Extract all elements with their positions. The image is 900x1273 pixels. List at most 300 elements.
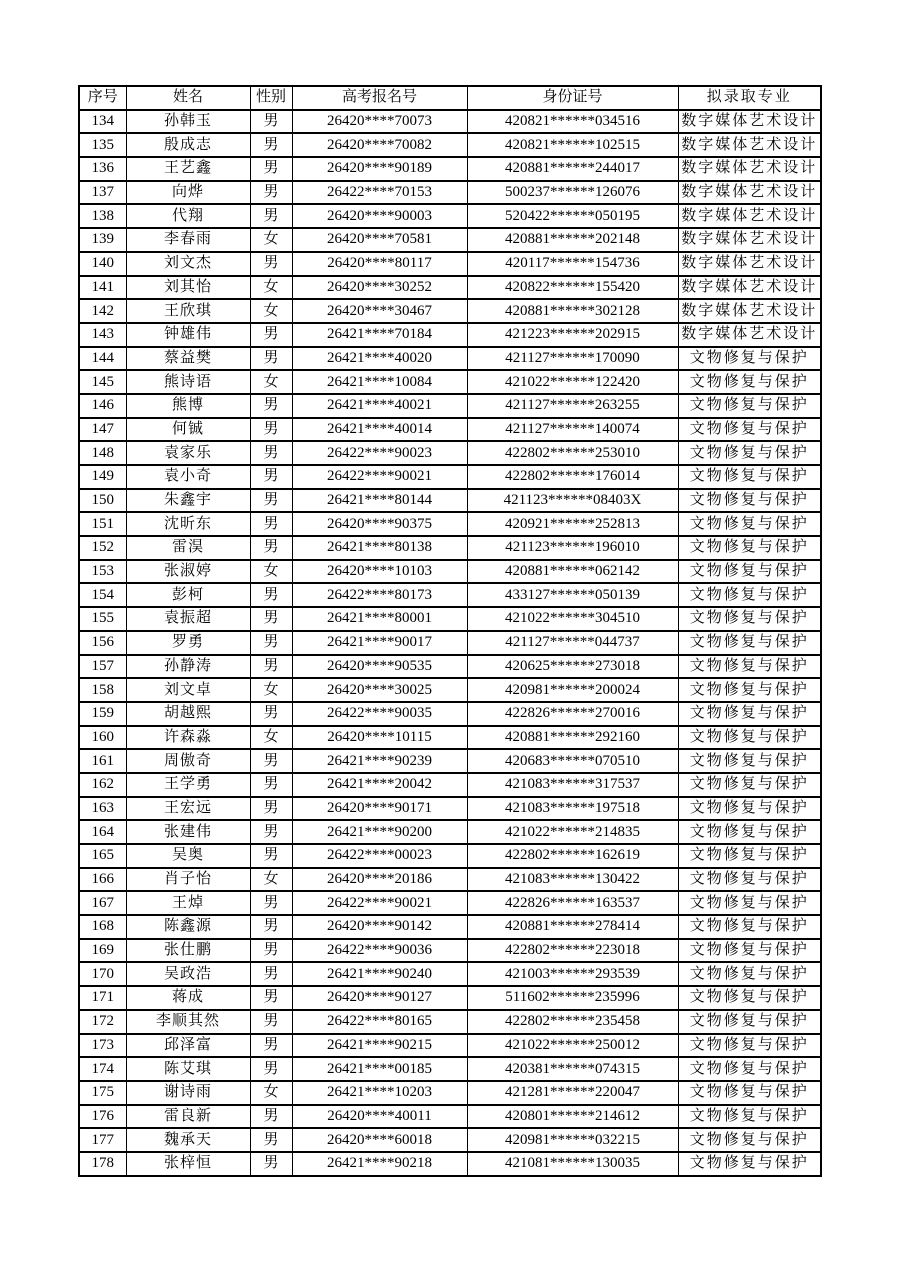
cell-exam: 26420****10103	[292, 560, 467, 584]
cell-id: 421127******140074	[467, 418, 678, 442]
cell-major: 文物修复与保护	[678, 560, 821, 584]
cell-id: 420381******074315	[467, 1057, 678, 1081]
cell-serial: 139	[79, 228, 126, 252]
cell-gender: 男	[250, 583, 292, 607]
table-row	[79, 915, 821, 939]
table-row	[79, 323, 821, 347]
cell-major: 数字媒体艺术设计	[678, 276, 821, 300]
cell-name: 李春雨	[126, 228, 250, 252]
cell-name: 雷良新	[126, 1105, 250, 1129]
cell-serial: 167	[79, 891, 126, 915]
cell-major: 文物修复与保护	[678, 583, 821, 607]
cell-id: 421127******170090	[467, 347, 678, 371]
cell-exam: 26422****80173	[292, 583, 467, 607]
cell-name: 王宏远	[126, 797, 250, 821]
cell-exam: 26420****90171	[292, 797, 467, 821]
cell-exam: 26421****20042	[292, 773, 467, 797]
cell-name: 张建伟	[126, 820, 250, 844]
cell-major: 数字媒体艺术设计	[678, 157, 821, 181]
cell-id: 422802******223018	[467, 939, 678, 963]
table-row	[79, 133, 821, 157]
cell-exam: 26421****40020	[292, 347, 467, 371]
column-header-major: 拟录取专业	[678, 86, 821, 110]
admission-table	[78, 85, 822, 1177]
cell-name: 周傲奇	[126, 749, 250, 773]
cell-exam: 26421****00185	[292, 1057, 467, 1081]
table-row	[79, 1057, 821, 1081]
cell-gender: 男	[250, 797, 292, 821]
cell-major: 文物修复与保护	[678, 820, 821, 844]
table-row	[79, 536, 821, 560]
cell-major: 文物修复与保护	[678, 678, 821, 702]
cell-serial: 138	[79, 204, 126, 228]
cell-major: 数字媒体艺术设计	[678, 299, 821, 323]
cell-exam: 26422****90023	[292, 441, 467, 465]
cell-serial: 150	[79, 489, 126, 513]
cell-id: 421022******250012	[467, 1034, 678, 1058]
cell-major: 文物修复与保护	[678, 607, 821, 631]
table-row	[79, 844, 821, 868]
cell-exam: 26420****80117	[292, 252, 467, 276]
cell-gender: 女	[250, 726, 292, 750]
table-row	[79, 986, 821, 1010]
cell-gender: 男	[250, 891, 292, 915]
cell-name: 吴奥	[126, 844, 250, 868]
cell-id: 420801******214612	[467, 1105, 678, 1129]
cell-exam: 26420****70082	[292, 133, 467, 157]
cell-gender: 男	[250, 323, 292, 347]
cell-exam: 26420****90189	[292, 157, 467, 181]
cell-serial: 162	[79, 773, 126, 797]
table-row	[79, 1010, 821, 1034]
cell-major: 文物修复与保护	[678, 1081, 821, 1105]
cell-major: 文物修复与保护	[678, 536, 821, 560]
cell-serial: 164	[79, 820, 126, 844]
cell-name: 熊诗语	[126, 370, 250, 394]
cell-gender: 男	[250, 441, 292, 465]
cell-exam: 26421****90240	[292, 962, 467, 986]
cell-gender: 男	[250, 939, 292, 963]
table-row	[79, 655, 821, 679]
cell-exam: 26422****90021	[292, 465, 467, 489]
cell-major: 文物修复与保护	[678, 512, 821, 536]
cell-name: 刘其怡	[126, 276, 250, 300]
cell-major: 文物修复与保护	[678, 465, 821, 489]
cell-major: 数字媒体艺术设计	[678, 252, 821, 276]
cell-id: 421127******044737	[467, 631, 678, 655]
table-row	[79, 749, 821, 773]
cell-name: 袁振超	[126, 607, 250, 631]
cell-name: 孙静涛	[126, 655, 250, 679]
table-row	[79, 1034, 821, 1058]
cell-serial: 169	[79, 939, 126, 963]
cell-serial: 156	[79, 631, 126, 655]
cell-id: 421022******122420	[467, 370, 678, 394]
cell-id: 420821******034516	[467, 110, 678, 134]
cell-exam: 26420****10115	[292, 726, 467, 750]
cell-serial: 175	[79, 1081, 126, 1105]
cell-name: 沈昕东	[126, 512, 250, 536]
cell-name: 代翔	[126, 204, 250, 228]
cell-exam: 26421****80138	[292, 536, 467, 560]
cell-serial: 174	[79, 1057, 126, 1081]
cell-gender: 男	[250, 915, 292, 939]
cell-serial: 157	[79, 655, 126, 679]
cell-gender: 男	[250, 465, 292, 489]
cell-id: 421081******130035	[467, 1152, 678, 1176]
cell-id: 500237******126076	[467, 181, 678, 205]
cell-id: 420881******278414	[467, 915, 678, 939]
table-row	[79, 512, 821, 536]
table-row	[79, 276, 821, 300]
table-row	[79, 465, 821, 489]
cell-serial: 176	[79, 1105, 126, 1129]
cell-serial: 143	[79, 323, 126, 347]
cell-id: 420881******244017	[467, 157, 678, 181]
cell-id: 511602******235996	[467, 986, 678, 1010]
cell-gender: 男	[250, 1057, 292, 1081]
cell-serial: 177	[79, 1128, 126, 1152]
cell-name: 王学勇	[126, 773, 250, 797]
cell-exam: 26421****90218	[292, 1152, 467, 1176]
cell-id: 420683******070510	[467, 749, 678, 773]
cell-exam: 26421****90200	[292, 820, 467, 844]
cell-serial: 142	[79, 299, 126, 323]
cell-gender: 男	[250, 607, 292, 631]
cell-gender: 男	[250, 773, 292, 797]
cell-exam: 26422****70153	[292, 181, 467, 205]
cell-serial: 170	[79, 962, 126, 986]
cell-exam: 26421****40014	[292, 418, 467, 442]
cell-gender: 男	[250, 347, 292, 371]
cell-name: 谢诗雨	[126, 1081, 250, 1105]
cell-id: 421223******202915	[467, 323, 678, 347]
cell-name: 魏承天	[126, 1128, 250, 1152]
cell-exam: 26420****20186	[292, 868, 467, 892]
table-row	[79, 252, 821, 276]
cell-name: 陈艾琪	[126, 1057, 250, 1081]
cell-id: 421022******214835	[467, 820, 678, 844]
cell-gender: 男	[250, 536, 292, 560]
table-row	[79, 441, 821, 465]
cell-name: 许森淼	[126, 726, 250, 750]
cell-serial: 172	[79, 1010, 126, 1034]
cell-serial: 151	[79, 512, 126, 536]
table-row	[79, 370, 821, 394]
cell-serial: 173	[79, 1034, 126, 1058]
column-header-serial: 序号	[79, 86, 126, 110]
table-row	[79, 1105, 821, 1129]
cell-exam: 26420****70581	[292, 228, 467, 252]
cell-name: 彭柯	[126, 583, 250, 607]
cell-gender: 女	[250, 370, 292, 394]
cell-exam: 26421****90239	[292, 749, 467, 773]
cell-id: 421083******130422	[467, 868, 678, 892]
table-row	[79, 678, 821, 702]
table-row	[79, 1081, 821, 1105]
cell-name: 蔡益樊	[126, 347, 250, 371]
cell-major: 文物修复与保护	[678, 915, 821, 939]
cell-exam: 26420****90535	[292, 655, 467, 679]
table-row	[79, 607, 821, 631]
table-row	[79, 489, 821, 513]
cell-name: 张仕鹏	[126, 939, 250, 963]
cell-name: 肖子怡	[126, 868, 250, 892]
cell-exam: 26420****90142	[292, 915, 467, 939]
table-row	[79, 560, 821, 584]
cell-gender: 男	[250, 631, 292, 655]
table-row	[79, 181, 821, 205]
cell-major: 文物修复与保护	[678, 441, 821, 465]
cell-serial: 160	[79, 726, 126, 750]
cell-exam: 26420****90375	[292, 512, 467, 536]
cell-exam: 26421****40021	[292, 394, 467, 418]
cell-serial: 140	[79, 252, 126, 276]
cell-major: 文物修复与保护	[678, 631, 821, 655]
cell-id: 421123******08403X	[467, 489, 678, 513]
cell-exam: 26420****40011	[292, 1105, 467, 1129]
cell-id: 421123******196010	[467, 536, 678, 560]
cell-id: 420117******154736	[467, 252, 678, 276]
cell-serial: 166	[79, 868, 126, 892]
cell-id: 421022******304510	[467, 607, 678, 631]
cell-id: 420821******102515	[467, 133, 678, 157]
cell-serial: 148	[79, 441, 126, 465]
cell-major: 文物修复与保护	[678, 1152, 821, 1176]
cell-major: 文物修复与保护	[678, 655, 821, 679]
cell-serial: 147	[79, 418, 126, 442]
cell-major: 文物修复与保护	[678, 986, 821, 1010]
cell-serial: 146	[79, 394, 126, 418]
table-row	[79, 820, 821, 844]
cell-name: 陈鑫源	[126, 915, 250, 939]
cell-name: 吴政浩	[126, 962, 250, 986]
cell-name: 邱泽富	[126, 1034, 250, 1058]
cell-major: 文物修复与保护	[678, 868, 821, 892]
cell-name: 雷淏	[126, 536, 250, 560]
table-row	[79, 347, 821, 371]
column-header-id-number: 身份证号	[467, 86, 678, 110]
cell-id: 420981******200024	[467, 678, 678, 702]
cell-gender: 男	[250, 489, 292, 513]
cell-exam: 26421****90017	[292, 631, 467, 655]
cell-gender: 男	[250, 204, 292, 228]
table-row	[79, 418, 821, 442]
cell-gender: 女	[250, 276, 292, 300]
cell-serial: 161	[79, 749, 126, 773]
table-row	[79, 702, 821, 726]
cell-name: 刘文卓	[126, 678, 250, 702]
cell-exam: 26422****80165	[292, 1010, 467, 1034]
cell-major: 文物修复与保护	[678, 370, 821, 394]
cell-name: 袁小奇	[126, 465, 250, 489]
cell-name: 罗勇	[126, 631, 250, 655]
cell-major: 数字媒体艺术设计	[678, 323, 821, 347]
cell-id: 422802******162619	[467, 844, 678, 868]
cell-id: 421281******220047	[467, 1081, 678, 1105]
cell-gender: 男	[250, 1128, 292, 1152]
cell-gender: 男	[250, 418, 292, 442]
table-row	[79, 110, 821, 134]
cell-id: 422802******176014	[467, 465, 678, 489]
table-header-row	[79, 86, 821, 110]
cell-serial: 149	[79, 465, 126, 489]
cell-gender: 女	[250, 678, 292, 702]
cell-gender: 男	[250, 962, 292, 986]
cell-major: 数字媒体艺术设计	[678, 181, 821, 205]
cell-name: 何铖	[126, 418, 250, 442]
cell-major: 文物修复与保护	[678, 394, 821, 418]
cell-serial: 152	[79, 536, 126, 560]
table-row	[79, 797, 821, 821]
table-row	[79, 631, 821, 655]
cell-id: 420881******062142	[467, 560, 678, 584]
cell-serial: 136	[79, 157, 126, 181]
cell-serial: 154	[79, 583, 126, 607]
cell-id: 420822******155420	[467, 276, 678, 300]
cell-id: 420921******252813	[467, 512, 678, 536]
cell-serial: 155	[79, 607, 126, 631]
cell-gender: 男	[250, 512, 292, 536]
cell-gender: 男	[250, 1152, 292, 1176]
cell-gender: 男	[250, 655, 292, 679]
cell-major: 文物修复与保护	[678, 797, 821, 821]
cell-exam: 26420****30025	[292, 678, 467, 702]
table-row	[79, 228, 821, 252]
cell-exam: 26421****70184	[292, 323, 467, 347]
table-row	[79, 1128, 821, 1152]
cell-exam: 26422****90035	[292, 702, 467, 726]
cell-serial: 144	[79, 347, 126, 371]
cell-exam: 26420****30252	[292, 276, 467, 300]
cell-major: 数字媒体艺术设计	[678, 228, 821, 252]
cell-gender: 男	[250, 157, 292, 181]
table-row	[79, 394, 821, 418]
cell-id: 421127******263255	[467, 394, 678, 418]
cell-id: 420881******202148	[467, 228, 678, 252]
cell-serial: 141	[79, 276, 126, 300]
cell-exam: 26421****90215	[292, 1034, 467, 1058]
cell-gender: 女	[250, 560, 292, 584]
cell-gender: 女	[250, 228, 292, 252]
cell-id: 420881******292160	[467, 726, 678, 750]
cell-major: 文物修复与保护	[678, 1034, 821, 1058]
cell-name: 张梓恒	[126, 1152, 250, 1176]
cell-name: 胡越熙	[126, 702, 250, 726]
cell-exam: 26421****10084	[292, 370, 467, 394]
cell-major: 文物修复与保护	[678, 962, 821, 986]
cell-major: 文物修复与保护	[678, 844, 821, 868]
cell-gender: 男	[250, 181, 292, 205]
cell-name: 李顺其然	[126, 1010, 250, 1034]
cell-gender: 男	[250, 252, 292, 276]
cell-serial: 165	[79, 844, 126, 868]
cell-name: 袁家乐	[126, 441, 250, 465]
cell-exam: 26421****80001	[292, 607, 467, 631]
table-row	[79, 962, 821, 986]
table-row	[79, 868, 821, 892]
cell-major: 文物修复与保护	[678, 347, 821, 371]
cell-id: 420981******032215	[467, 1128, 678, 1152]
cell-exam: 26422****00023	[292, 844, 467, 868]
cell-gender: 男	[250, 1105, 292, 1129]
cell-gender: 男	[250, 394, 292, 418]
table-row	[79, 204, 821, 228]
cell-exam: 26422****90021	[292, 891, 467, 915]
cell-gender: 男	[250, 133, 292, 157]
cell-name: 钟雄伟	[126, 323, 250, 347]
table-row	[79, 891, 821, 915]
cell-major: 文物修复与保护	[678, 1128, 821, 1152]
cell-gender: 女	[250, 299, 292, 323]
table-body	[79, 110, 821, 1176]
cell-serial: 159	[79, 702, 126, 726]
cell-exam: 26420****90003	[292, 204, 467, 228]
column-header-exam-reg-no: 高考报名号	[292, 86, 467, 110]
cell-major: 数字媒体艺术设计	[678, 204, 821, 228]
cell-name: 孙韩玉	[126, 110, 250, 134]
cell-serial: 178	[79, 1152, 126, 1176]
cell-major: 数字媒体艺术设计	[678, 110, 821, 134]
table-row	[79, 726, 821, 750]
cell-name: 刘文杰	[126, 252, 250, 276]
table-row	[79, 1152, 821, 1176]
cell-serial: 153	[79, 560, 126, 584]
cell-serial: 145	[79, 370, 126, 394]
table-row	[79, 299, 821, 323]
cell-name: 朱鑫宇	[126, 489, 250, 513]
cell-serial: 137	[79, 181, 126, 205]
cell-id: 422802******253010	[467, 441, 678, 465]
cell-gender: 男	[250, 110, 292, 134]
cell-id: 421083******197518	[467, 797, 678, 821]
cell-id: 433127******050139	[467, 583, 678, 607]
cell-gender: 男	[250, 820, 292, 844]
cell-major: 文物修复与保护	[678, 773, 821, 797]
cell-major: 文物修复与保护	[678, 891, 821, 915]
table-row	[79, 939, 821, 963]
cell-gender: 男	[250, 844, 292, 868]
table-row	[79, 157, 821, 181]
cell-exam: 26420****60018	[292, 1128, 467, 1152]
cell-name: 王欣琪	[126, 299, 250, 323]
cell-name: 殷成志	[126, 133, 250, 157]
cell-gender: 男	[250, 702, 292, 726]
cell-exam: 26420****30467	[292, 299, 467, 323]
cell-id: 422826******163537	[467, 891, 678, 915]
cell-exam: 26422****90036	[292, 939, 467, 963]
cell-gender: 男	[250, 749, 292, 773]
cell-id: 421003******293539	[467, 962, 678, 986]
cell-exam: 26421****80144	[292, 489, 467, 513]
cell-gender: 女	[250, 868, 292, 892]
cell-gender: 男	[250, 1034, 292, 1058]
cell-major: 文物修复与保护	[678, 939, 821, 963]
table-row	[79, 583, 821, 607]
cell-name: 王艺鑫	[126, 157, 250, 181]
cell-gender: 女	[250, 1081, 292, 1105]
column-header-gender: 性别	[250, 86, 292, 110]
cell-id: 420881******302128	[467, 299, 678, 323]
cell-major: 文物修复与保护	[678, 418, 821, 442]
column-header-name: 姓名	[126, 86, 250, 110]
cell-major: 文物修复与保护	[678, 1057, 821, 1081]
cell-id: 422802******235458	[467, 1010, 678, 1034]
cell-major: 文物修复与保护	[678, 749, 821, 773]
cell-serial: 168	[79, 915, 126, 939]
cell-serial: 163	[79, 797, 126, 821]
cell-name: 熊博	[126, 394, 250, 418]
